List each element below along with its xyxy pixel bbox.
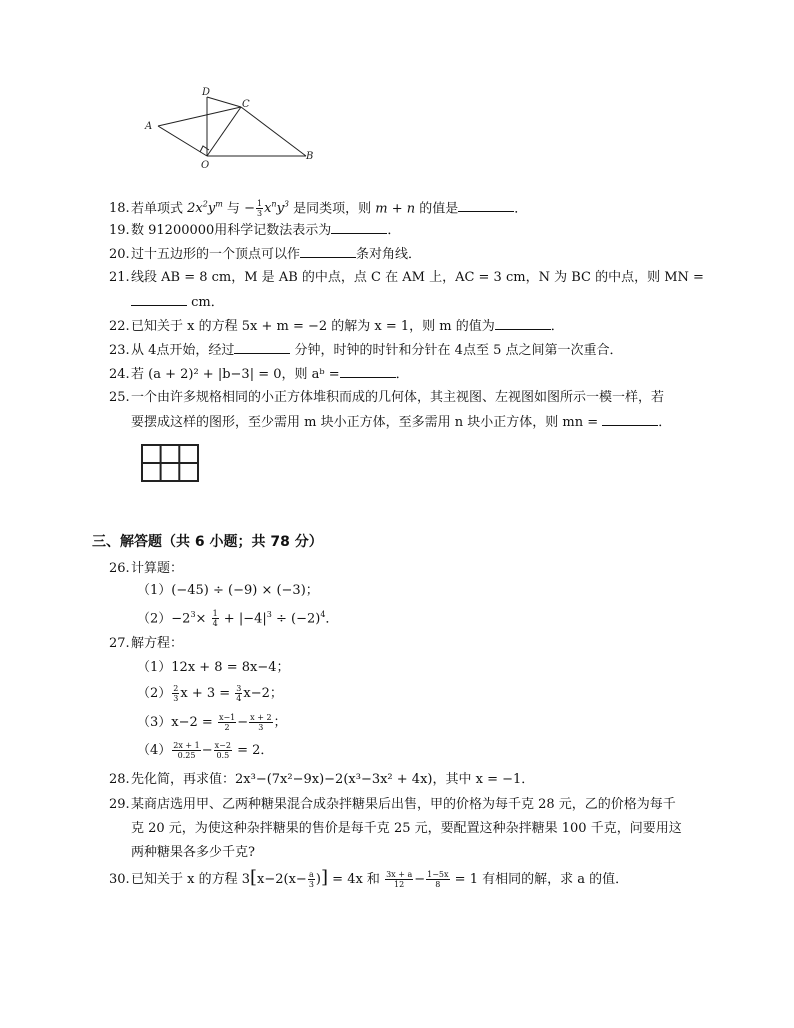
segment-ao bbox=[158, 126, 207, 156]
q18-text-1: 若单项式 bbox=[131, 201, 188, 217]
q29-line-1: 某商店选用甲、乙两种糖果混合成杂拌糖果后出售，甲的价格为每千克 28 元，乙的价格为每千 bbox=[131, 797, 676, 812]
q30-text-2: x−2(x− bbox=[257, 872, 307, 887]
q28-text: 先化简，再求值：2x³−(7x²−9x)−2(x³−3x² + 4x)，其中 x = −1． bbox=[131, 772, 535, 787]
label-d: D bbox=[202, 87, 211, 98]
segment-dc bbox=[207, 97, 241, 107]
question-number: 18. bbox=[109, 201, 130, 217]
fraction-denominator: 3 bbox=[258, 723, 264, 732]
answer-blank[interactable] bbox=[234, 341, 290, 354]
answer-blank[interactable] bbox=[131, 293, 187, 306]
fraction-denominator: 3 bbox=[308, 880, 314, 889]
equation-mid: − bbox=[201, 743, 213, 758]
question-22 bbox=[109, 317, 564, 336]
q21-line-2-end: cm． bbox=[191, 295, 224, 310]
question-number: 28. bbox=[109, 772, 130, 787]
answer-blank[interactable] bbox=[458, 199, 514, 212]
q30-text-5: − bbox=[414, 872, 426, 887]
q18-text-4: 的值是 bbox=[415, 201, 459, 217]
fraction-denominator: 8 bbox=[435, 880, 441, 889]
q18-expression: m + n bbox=[375, 201, 416, 217]
answer-blank[interactable] bbox=[300, 245, 356, 258]
question-number: 21. bbox=[109, 270, 130, 285]
fraction-numerator: x−2 bbox=[214, 741, 231, 750]
q26-fraction bbox=[212, 609, 219, 628]
fraction bbox=[172, 741, 200, 760]
fraction-denominator: 4 bbox=[236, 694, 242, 703]
question-27 bbox=[109, 635, 183, 653]
q19-end: ． bbox=[387, 223, 401, 238]
fraction bbox=[385, 870, 413, 889]
equation-end: x−2； bbox=[243, 686, 283, 701]
question-26 bbox=[109, 560, 183, 578]
question-19 bbox=[109, 221, 400, 240]
label-o: O bbox=[201, 160, 210, 171]
q30-text-1: 已知关于 x 的方程 3 bbox=[131, 872, 250, 887]
fraction-denominator: 0.25 bbox=[177, 751, 196, 760]
question-28 bbox=[109, 771, 534, 789]
q23-text-2: 分钟，时钟的时针和分针在 4点至 5 点之间第一次重合． bbox=[294, 343, 623, 358]
segment-ac bbox=[158, 107, 241, 126]
segment-oc bbox=[207, 107, 241, 156]
label-a: A bbox=[145, 121, 153, 132]
question-number: 25. bbox=[109, 390, 130, 405]
q26-exp-3: 4 bbox=[320, 610, 326, 619]
question-number: 19. bbox=[109, 223, 130, 238]
question-number: 29. bbox=[109, 797, 130, 812]
question-number: 27. bbox=[109, 636, 130, 651]
q20-text: 过十五边形的一个顶点可以作 bbox=[131, 247, 301, 262]
segment-cb bbox=[241, 107, 306, 156]
label-b: B bbox=[306, 151, 314, 162]
q22-end: ． bbox=[550, 319, 564, 334]
q27-part-4 bbox=[137, 741, 273, 760]
q27-part-2 bbox=[137, 684, 283, 703]
question-29 bbox=[109, 796, 676, 814]
q27-part-3 bbox=[137, 713, 287, 732]
q18-text-2: 与 bbox=[222, 201, 245, 217]
fraction-numerator: 2 bbox=[173, 684, 179, 693]
equation-mid: x + 3 = bbox=[180, 686, 235, 701]
label-c: C bbox=[242, 99, 250, 110]
q25-end: ． bbox=[658, 415, 672, 430]
part-label: （2） bbox=[137, 686, 172, 701]
question-21 bbox=[109, 269, 704, 287]
fraction-denominator: 12 bbox=[394, 880, 405, 889]
question-25-line-2 bbox=[131, 413, 671, 432]
q30-text-4: = 4x 和 bbox=[328, 872, 385, 887]
equation-mid: − bbox=[237, 715, 249, 730]
q26-exp-2: 3 bbox=[266, 610, 272, 619]
question-24 bbox=[109, 365, 409, 384]
q26-p2-e: ． bbox=[325, 611, 339, 627]
q26-p2-b: × bbox=[195, 611, 211, 627]
fraction-numerator: 1−5x bbox=[427, 870, 449, 879]
question-25 bbox=[109, 389, 664, 407]
q18-monomial-1: $2x^2y^m$ bbox=[187, 200, 223, 217]
q27-title: 解方程： bbox=[131, 636, 184, 651]
fraction bbox=[308, 870, 315, 889]
equation-end: ； bbox=[273, 715, 287, 730]
fraction-numerator: 1 bbox=[212, 609, 218, 619]
answer-blank[interactable] bbox=[331, 221, 387, 234]
question-number: 24. bbox=[109, 367, 130, 382]
fraction bbox=[172, 684, 179, 703]
q26-title: 计算题： bbox=[131, 561, 184, 576]
q18-text-3: 是同类项，则 bbox=[289, 201, 376, 217]
question-20 bbox=[109, 245, 421, 264]
q26-p2-a: （2）−2 bbox=[137, 611, 191, 627]
q30-text-3: ) bbox=[315, 872, 321, 887]
q20-end: 条对角线． bbox=[356, 247, 422, 262]
fraction-numerator: x + 2 bbox=[250, 713, 272, 722]
q25-line-1: 一个由许多规格相同的小正方体堆积而成的几何体，其主视图、左视图如图所示一模一样，若 bbox=[131, 390, 665, 405]
question-number: 20. bbox=[109, 247, 130, 262]
question-30: 30.已知关于 x 的方程 3[x−2(x− $\frac{a}{3}$ )] = 4x 和 $\frac{3x + a}{12}$ − $\frac{1-5x}{8}$ = 1 有相同的解，求 a 的值． bbox=[109, 867, 629, 889]
equation-end: = 2． bbox=[232, 743, 274, 758]
q23-text-1: 从 4点开始，经过 bbox=[131, 343, 235, 358]
question-18 bbox=[109, 196, 527, 218]
fraction-numerator: a bbox=[308, 870, 314, 879]
q29-line-2: 克 20 元，为使这种杂拌糖果的售价是每千克 25 元，要配置这种杂拌糖果 100 千克，问要用这 bbox=[131, 821, 682, 836]
question-number: 26. bbox=[109, 561, 130, 576]
part-label: （4） bbox=[137, 743, 172, 758]
q26-p2-c: + |−4| bbox=[219, 611, 267, 627]
q24-end: ． bbox=[395, 367, 409, 382]
q27-part-1: （1）12x + 8 = 8x−4； bbox=[137, 660, 290, 675]
fraction-numerator: 2x + 1 bbox=[173, 741, 200, 750]
fraction bbox=[218, 713, 236, 732]
answer-blank[interactable] bbox=[495, 317, 551, 330]
fraction-numerator: x−1 bbox=[218, 713, 236, 722]
q26-p2-d: ÷ (−2) bbox=[271, 611, 321, 627]
q26-part-2 bbox=[137, 606, 338, 628]
q22-text: 已知关于 x 的方程 5x + m = −2 的解为 x = 1，则 m 的值为 bbox=[131, 319, 495, 334]
question-number: 30. bbox=[109, 872, 130, 887]
fraction-denominator: 3 bbox=[173, 694, 179, 703]
fraction bbox=[214, 741, 232, 760]
fraction-denominator: 0.5 bbox=[216, 751, 230, 760]
fraction bbox=[426, 870, 449, 889]
q25-line-2: 要摆成这样的图形，至少需用 m 块小正方体，至多需用 n 块小正方体，则 mn = bbox=[131, 415, 599, 430]
fraction-denominator: 4 bbox=[212, 619, 218, 629]
view-grid-figure bbox=[141, 444, 199, 482]
q26-part-1: （1）(−45) ÷ (−9) × (−3)； bbox=[137, 583, 319, 598]
question-number: 23. bbox=[109, 343, 130, 358]
question-21-line-2 bbox=[131, 293, 224, 312]
right-angle-mark bbox=[200, 146, 209, 152]
question-23 bbox=[109, 341, 623, 360]
q24-text: 若 (a + 2)² + |b−3| = 0，则 aᵇ = bbox=[131, 367, 340, 382]
fraction-denominator: 2 bbox=[224, 723, 230, 732]
fraction bbox=[235, 684, 242, 703]
q30-text-6: = 1 有相同的解，求 a 的值． bbox=[450, 872, 629, 887]
fraction bbox=[249, 713, 272, 732]
answer-blank[interactable] bbox=[602, 413, 658, 426]
question-number: 22. bbox=[109, 319, 130, 334]
section-heading: 三、解答题（共 6 小题；共 78 分） bbox=[92, 534, 323, 550]
fraction-numerator: 3x + a bbox=[386, 870, 413, 879]
q18-text-5: ． bbox=[514, 201, 528, 217]
part-label: （3）x−2 = bbox=[137, 715, 217, 730]
fraction-numerator: 3 bbox=[236, 684, 242, 693]
q26-exp-1: 3 bbox=[190, 610, 196, 619]
q29-line-3: 两种糖果各多少千克? bbox=[131, 845, 255, 860]
q18-monomial-2: − $\frac{1}{3}$ $x^ny^3$ bbox=[244, 199, 290, 219]
answer-blank[interactable] bbox=[340, 365, 396, 378]
q21-line-1: 线段 AB = 8 cm，M 是 AB 的中点，点 C 在 AM 上，AC = 3 cm，N 为 BC 的中点，则 MN = bbox=[131, 270, 704, 285]
q19-text: 数 91200000用科学记数法表示为 bbox=[131, 223, 332, 238]
geometry-figure bbox=[138, 82, 328, 172]
